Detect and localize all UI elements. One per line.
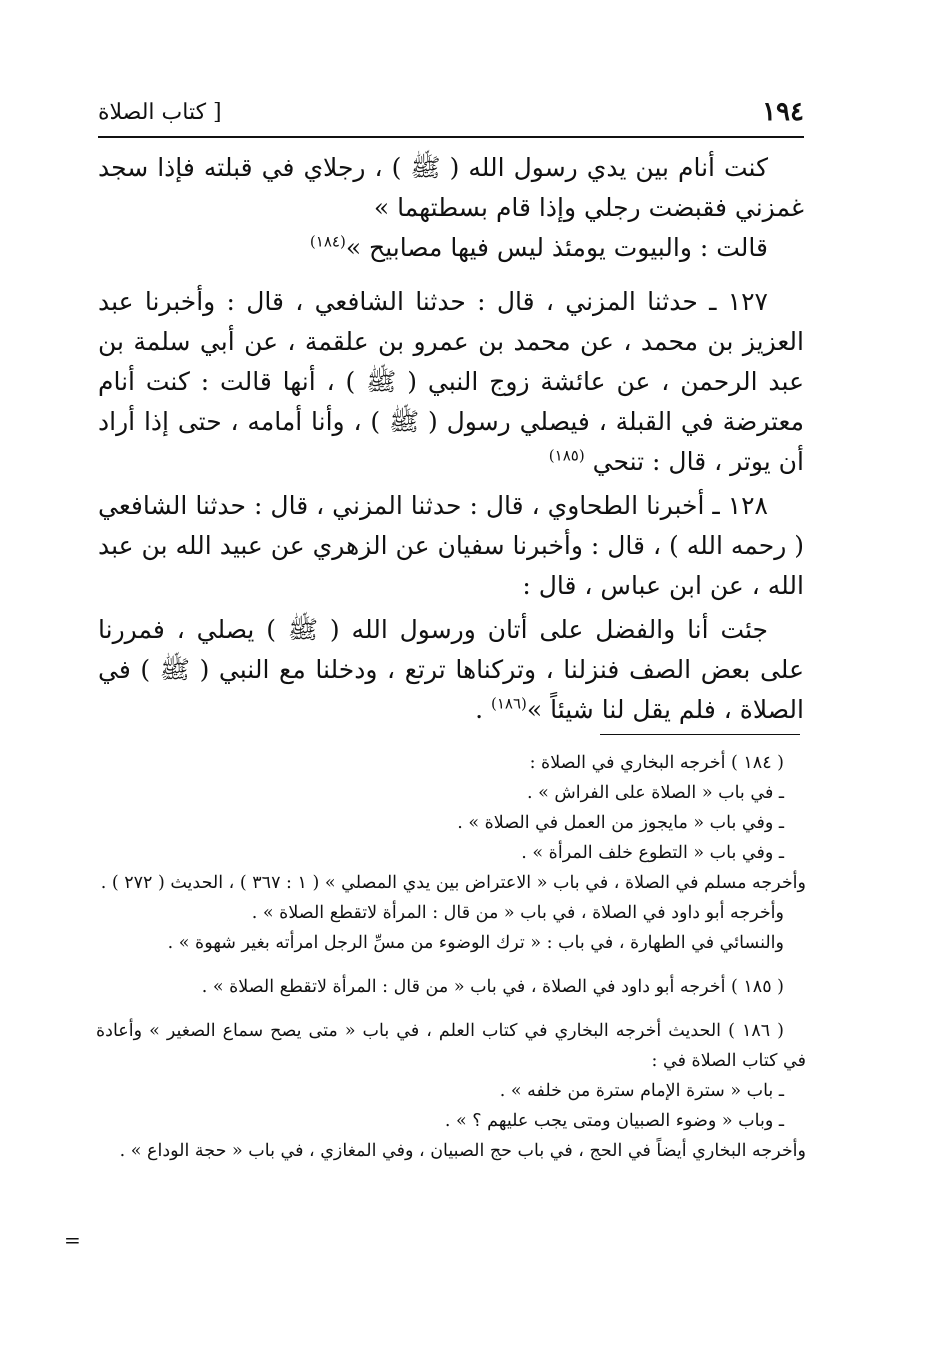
footnote-ref-184: (١٨٤): [309, 232, 346, 251]
paragraph-1: كنت أنام بين يدي رسول الله ( ﷺ ) ، رجلاي في قبلته فإذا سجد غمزني فقبضت رجلي وإذا قام بسطتهما »: [98, 153, 804, 222]
footnote-184-line-5: وأخرجه مسلم في الصلاة ، في باب « الاعتراض بين يدي المصلي » ( ١ : ٣٦٧ ) ، الحديث ( ٢٧٢ ) .: [100, 873, 806, 893]
main-text: [98, 148, 804, 730]
hadith-128-matn-text: جئت أنا والفضل على أتان ورسول الله ( ﷺ ) يصلي ، فمررنا على بعض الصف فنزلنا ، وتركناها ترتع ، ودخلنا مع النبي ( ﷺ ) في الصلاة ، فلم يقل لنا شيئاً »: [98, 615, 804, 724]
continuation-mark: =: [64, 1228, 81, 1252]
footnote-divider: [600, 734, 800, 735]
paragraph-2-text: قالت : والبيوت يومئذ ليس فيها مصابيح »: [345, 233, 768, 262]
hadith-127-text: ١٢٧ ـ حدثنا المزني ، قال : حدثنا الشافعي ، قال : وأخبرنا عبد العزيز بن محمد ، عن محمد بن عمرو بن علقمة ، عن أبي سلمة بن عبد الرحمن ، عن عائشة زوج النبي ( ﷺ ) ، أنها قالت : كنت أنام معترضة في القبلة ، فيصلي رسول ( ﷺ ) ، وأنا أمامه ، حتى إذا أراد أن يوتر ، قال : تنحي: [98, 287, 804, 476]
footnote-184-line-7: والنسائي في الطهارة ، في باب : « ترك الوضوء من مسِّ الرجل امرأته بغير شهوة » .: [167, 933, 784, 953]
footnote-184-line-2: ـ في باب « الصلاة على الفراش » .: [527, 783, 784, 803]
footnote-184-line-3: ـ وفي باب « مايجوز من العمل في الصلاة » .: [457, 813, 784, 833]
footnote-186-line-4: وأخرجه البخاري أيضاً في الحج ، في باب حج الصبيان ، وفي المغازي ، في باب « حجة الوداع » .: [119, 1141, 806, 1161]
page-number: ١٩٤: [762, 97, 804, 127]
hadith-128-matn: [98, 610, 804, 730]
footnote-186-line-3: ـ وباب « وضوء الصبيان ومتى يجب عليهم ؟ » .: [444, 1111, 784, 1131]
footnote-ref-186: (١٨٦): [490, 694, 527, 713]
footnote-ref-185: (١٨٥): [548, 446, 585, 465]
page-header: [98, 92, 804, 132]
footnote-184-line-1: ( ١٨٤ ) أخرجه البخاري في الصلاة :: [529, 753, 784, 773]
header-divider: [98, 136, 804, 138]
hadith-128-end: .: [475, 695, 491, 724]
hadith-127: [98, 282, 804, 482]
hadith-128: ١٢٨ ـ أخبرنا الطحاوي ، قال : حدثنا المزني ، قال : حدثنا الشافعي ( رحمه الله ) ، قال : وأخبرنا سفيان عن الزهري عن عبيد الله بن عبد الله ، عن ابن عباس ، قال :: [98, 491, 804, 600]
paragraph-2: [98, 228, 804, 268]
footnote-186-line-2: ـ باب « سترة الإمام سترة من خلفه » .: [499, 1081, 784, 1101]
footnote-186-line-1: ( ١٨٦ ) الحديث أخرجه البخاري في كتاب العلم ، في باب « متى يصح سماع الصغير » وأعادة في كتاب الصلاة في :: [96, 1021, 806, 1071]
footnote-184-line-4: ـ وفي باب « التطوع خلف المرأة » .: [521, 843, 784, 863]
footnote-184-line-6: وأخرجه أبو داود في الصلاة ، في باب « من قال : المرأة لاتقطع الصلاة » .: [251, 903, 784, 923]
section-title: [ كتاب الصلاة: [98, 99, 222, 125]
footnote-185: ( ١٨٥ ) أخرجه أبو داود في الصلاة ، في باب « من قال : المرأة لاتقطع الصلاة » .: [201, 977, 784, 997]
footnotes: [96, 748, 806, 1166]
